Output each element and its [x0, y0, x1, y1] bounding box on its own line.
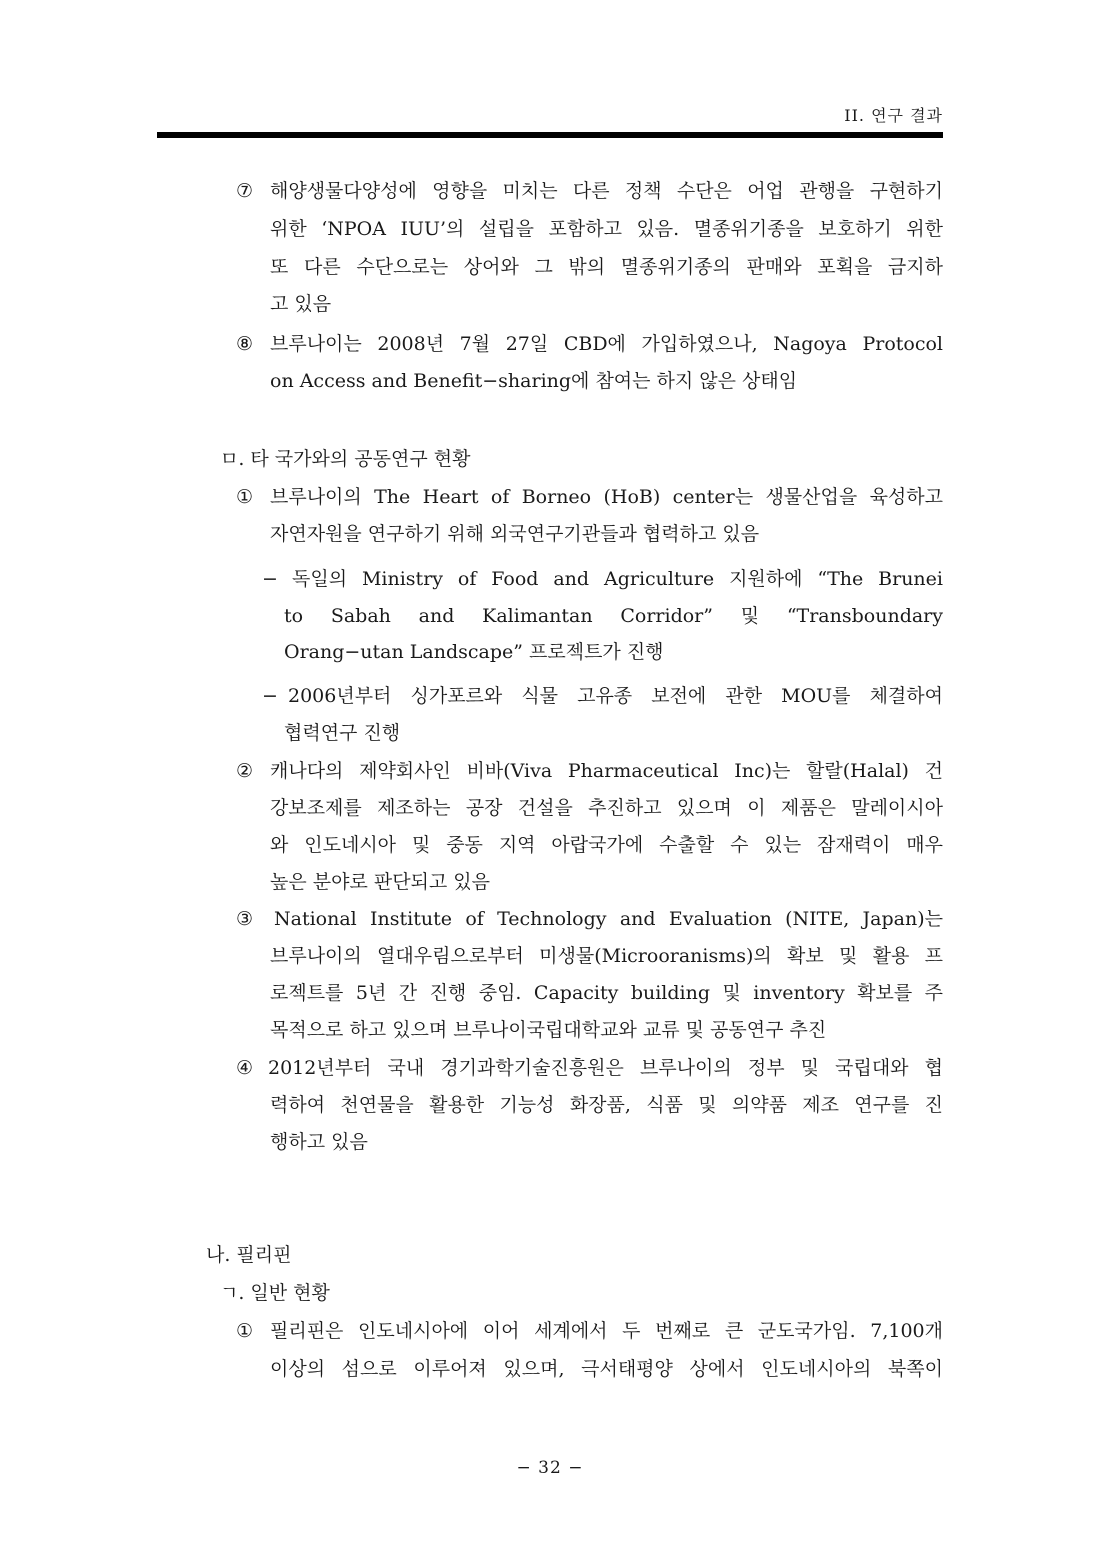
text-line: 고 있음	[270, 293, 332, 315]
text-line: 해양생물다양성에 영향을 미치는 다른 정책 수단은 어업 관행을 구현하기	[270, 180, 943, 202]
item-marker: ⑦	[236, 180, 254, 202]
section-heading-g: ㄱ. 일반 현황	[220, 1282, 330, 1304]
text-line: 와 인도네시아 및 중동 지역 아랍국가에 수출할 수 있는 잠재력이 매우	[270, 834, 943, 856]
dash-marker: −	[262, 568, 278, 590]
text-line: 브루나이의 열대우림으로부터 미생물(Microoranisms)의 확보 및 활용 프	[270, 945, 943, 967]
text-line: Orang−utan Landscape” 프로젝트가 진행	[284, 641, 664, 663]
text-line: 높은 분야로 판단되고 있음	[270, 871, 491, 893]
text-line: 로젝트를 5년 간 진행 중임. Capacity building 및 inventory 확보를 주	[270, 982, 943, 1004]
item-marker: ④	[236, 1057, 254, 1079]
text-line: 목적으로 하고 있으며 브루나이국립대학교와 교류 및 공동연구 추진	[270, 1019, 827, 1041]
text-line: National Institute of Technology and Evaluation (NITE, Japan)는	[274, 908, 943, 930]
text-line: on Access and Benefit−sharing에 참여는 하지 않은 상태임	[270, 370, 798, 392]
text-line: to Sabah and Kalimantan Corridor” 및 “Transboundary	[284, 605, 943, 627]
text-line: 독일의 Ministry of Food and Agriculture 지원하에 “The Brunei	[292, 568, 943, 590]
text-line: 행하고 있음	[270, 1131, 368, 1153]
header-rule	[157, 132, 943, 138]
text-line: 브루나이는 2008년 7월 27일 CBD에 가입하였으나, Nagoya Protocol	[270, 333, 943, 355]
text-line: 2012년부터 국내 경기과학기술진흥원은 브루나이의 정부 및 국립대와 협	[268, 1057, 943, 1079]
text-line: 이상의 섬으로 이루어져 있으며, 극서태평양 상에서 인도네시아의 북쪽이	[270, 1358, 943, 1380]
item-marker: ⑧	[236, 333, 254, 355]
text-line: 강보조제를 제조하는 공장 건설을 추진하고 있으며 이 제품은 말레이시아	[270, 797, 943, 819]
item-marker: ③	[236, 908, 254, 930]
text-line: 또 다른 수단으로는 상어와 그 밖의 멸종위기종의 판매와 포획을 금지하	[270, 256, 943, 278]
item-marker: ①	[236, 1320, 254, 1342]
dash-marker: −	[262, 685, 278, 707]
page-number: − 32 −	[516, 1458, 584, 1478]
header-title: II. 연구 결과	[844, 106, 943, 125]
text-line: 협력연구 진행	[284, 722, 401, 744]
text-line: 위한 ‘NPOA IUU’의 설립을 포함하고 있음. 멸종위기종을 보호하기 위한	[270, 218, 943, 240]
item-marker: ②	[236, 760, 254, 782]
text-line: 캐나다의 제약회사인 비바(Viva Pharmaceutical Inc)는 할랄(Halal) 건	[270, 760, 943, 782]
text-line: 필리핀은 인도네시아에 이어 세계에서 두 번째로 큰 군도국가임. 7,100개	[270, 1320, 943, 1342]
item-marker: ①	[236, 486, 254, 508]
text-line: 브루나이의 The Heart of Borneo (HoB) center는 생물산업을 육성하고	[270, 486, 943, 508]
text-line: 2006년부터 싱가포르와 식물 고유종 보전에 관한 MOU를 체결하여	[288, 685, 943, 707]
text-line: 력하여 천연물을 활용한 기능성 화장품, 식품 및 의약품 제조 연구를 진	[270, 1094, 943, 1116]
section-heading-m: ㅁ. 타 국가와의 공동연구 현황	[220, 448, 471, 470]
section-heading-na: 나. 필리핀	[206, 1244, 292, 1266]
text-line: 자연자원을 연구하기 위해 외국연구기관들과 협력하고 있음	[270, 523, 760, 545]
